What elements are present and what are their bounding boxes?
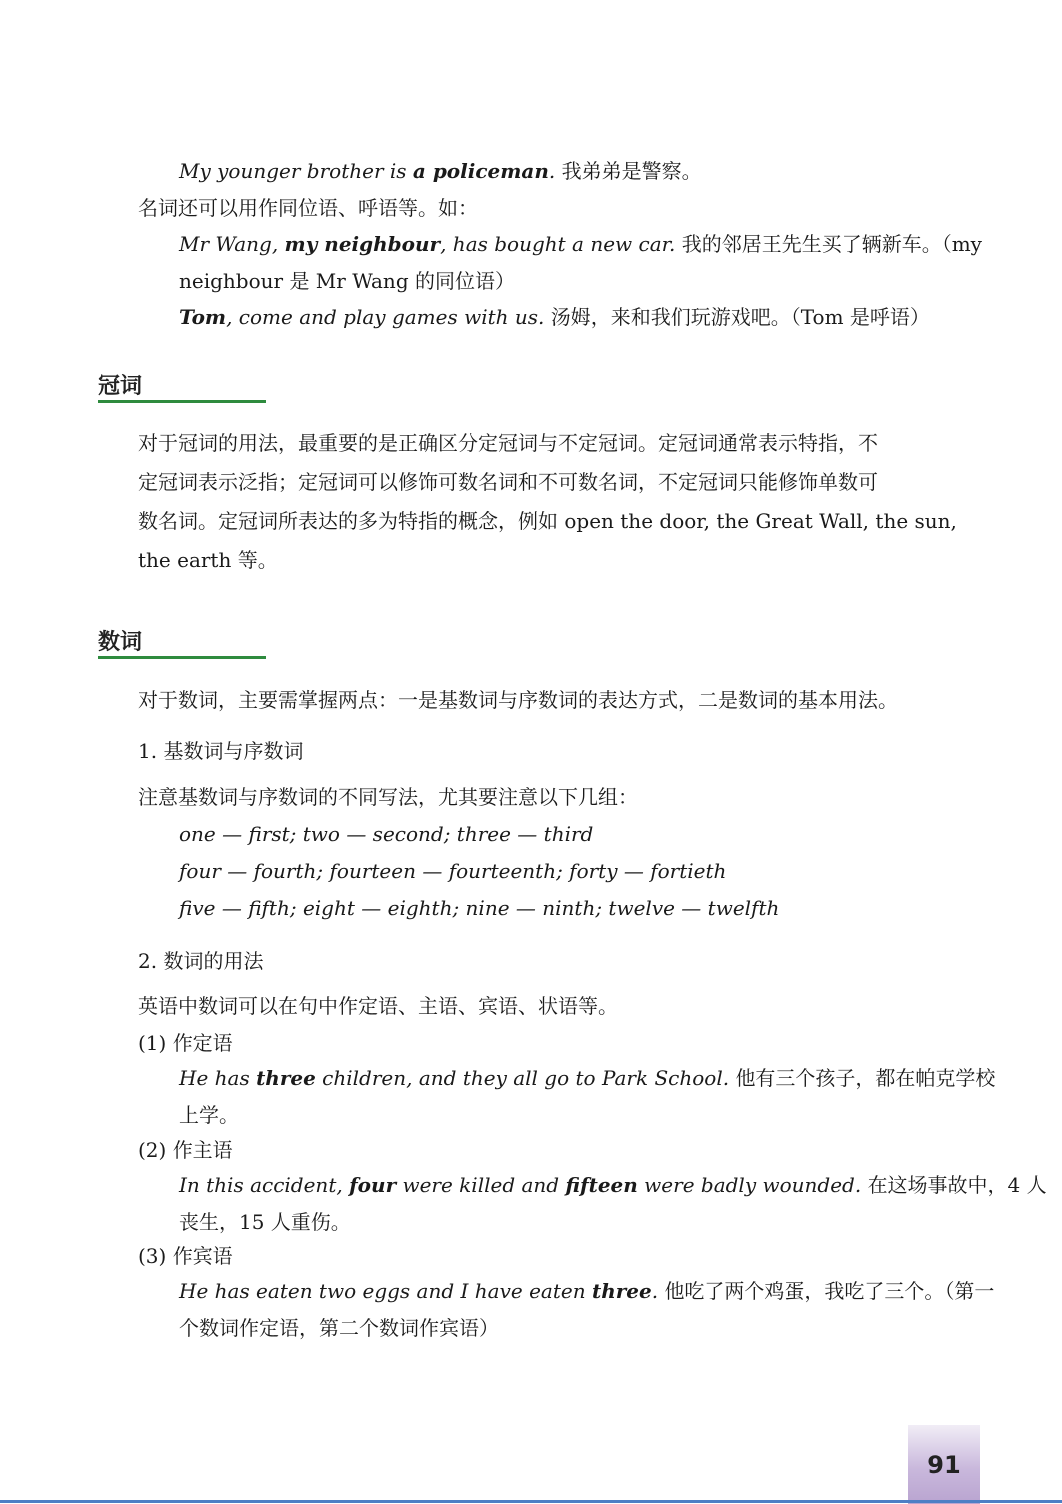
numeral-usage-intro: 英语中数词可以在句中作定语、主语、宾语、状语等。 xyxy=(138,994,618,1018)
example-mr-wang-note: neighbour 是 Mr Wang 的同位语） xyxy=(179,269,515,293)
subheading-cardinal-ordinal: 1. 基数词与序数词 xyxy=(138,739,304,763)
example-three-children: He has three children, and they all go to Park School. 他有三个孩子，都在帕克学校 xyxy=(179,1066,996,1090)
subheading-numeral-usage: 2. 数词的用法 xyxy=(138,949,264,973)
example-eggs-cont: 个数词作定语，第二个数词作宾语） xyxy=(179,1316,499,1340)
example-mr-wang: Mr Wang, my neighbour, has bought a new car. 我的邻居王先生买了辆新车。（my xyxy=(179,232,982,256)
example-accident: In this accident, four were killed and fifteen were badly wounded. 在这场事故中，4 人 xyxy=(179,1173,1047,1197)
heading-articles: 冠词 xyxy=(98,374,266,403)
example-tom: Tom, come and play games with us. 汤姆，来和我们玩游戏吧。（Tom 是呼语） xyxy=(179,305,930,329)
article-paragraph-line: 对于冠词的用法，最重要的是正确区分定冠词与不定冠词。定冠词通常表示特指，不 xyxy=(138,431,878,455)
example-accident-cont: 丧生，15 人重伤。 xyxy=(179,1210,351,1234)
article-paragraph-line: the earth 等。 xyxy=(138,548,278,572)
number-pair-line: five — fifth; eight — eighth; nine — ninth; twelve — twelfth xyxy=(179,896,780,920)
number-pair-line: four — fourth; fourteen — fourteenth; forty — fortieth xyxy=(179,859,727,883)
example-eggs: He has eaten two eggs and I have eaten three. 他吃了两个鸡蛋，我吃了三个。（第一 xyxy=(179,1279,995,1303)
article-paragraph-line: 定冠词表示泛指；定冠词可以修饰可数名词和不可数名词，不定冠词只能修饰单数可 xyxy=(138,470,878,494)
heading-numerals: 数词 xyxy=(98,630,266,659)
cardinal-ordinal-intro: 注意基数词与序数词的不同写法，尤其要注意以下几组： xyxy=(138,785,638,809)
bottom-rule xyxy=(0,1500,1062,1503)
usage-label-object: (3) 作宾语 xyxy=(138,1244,233,1268)
usage-label-attributive: (1) 作定语 xyxy=(138,1031,233,1055)
numeral-intro: 对于数词，主要需掌握两点：一是基数词与序数词的表达方式，二是数词的基本用法。 xyxy=(138,688,898,712)
example-three-children-cont: 上学。 xyxy=(179,1103,239,1127)
usage-label-subject: (2) 作主语 xyxy=(138,1138,233,1162)
page-number-label: 91 xyxy=(927,1450,961,1479)
number-pair-line: one — first; two — second; three — third xyxy=(179,822,594,846)
noun-appositive-intro: 名词还可以用作同位语、呼语等。如： xyxy=(138,196,478,220)
example-policeman: My younger brother is a policeman. 我弟弟是警察。 xyxy=(179,159,702,183)
page-number xyxy=(908,1425,980,1504)
article-paragraph-line: 数名词。定冠词所表达的多为特指的概念，例如 open the door, the Great Wall, the sun, xyxy=(138,509,957,533)
